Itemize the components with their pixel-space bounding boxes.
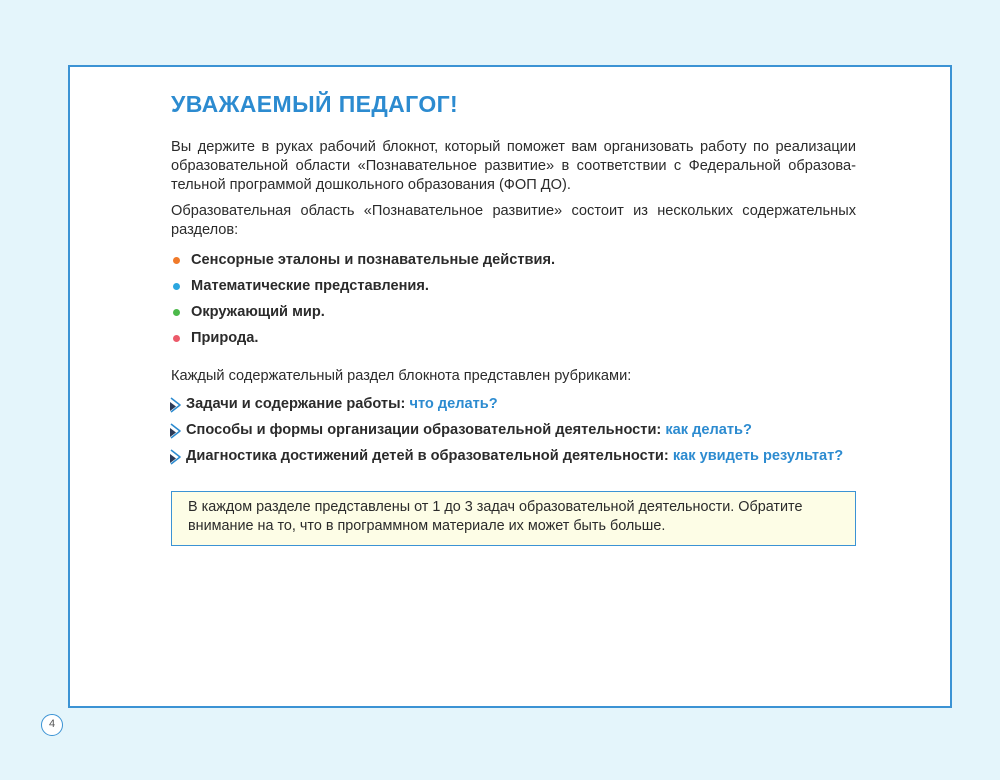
intro-paragraph: Вы держите в руках рабочий блокнот, который поможет вам организовать работу по реализации образовательной области «Познавательное развитие» в соответствии с Федеральной образова-тельной программой дошкольного образования (ФОП ДО). [171,139,856,193]
note-box [171,491,856,546]
note-text: В каждом разделе представлены от 1 до 3 задач образовательной деятельности. Обратите внимание на то, что в программном материале их может быть больше. [188,499,803,534]
rubric-list [168,391,856,469]
bullet-dot-icon [173,335,180,342]
rubric-accent: что делать? [409,396,498,412]
page-title: УВАЖАЕМЫЙ ПЕДАГОГ! [171,91,459,117]
area-paragraph: Образовательная область «Познавательное развитие» состоит из нескольких содержательных разделов: [171,203,856,238]
section-item [171,299,856,325]
section-list [171,247,856,351]
section-label: Сенсорные эталоны и познавательные действия. [191,252,556,268]
bullet-dot-icon [173,309,180,316]
rubric-accent: как увидеть результат? [672,448,844,464]
section-label: Математические представления. [191,278,429,294]
section-item [171,247,856,273]
triangle-arrow-icon [168,397,182,413]
rubric-label: Задачи и содержание работы: [186,396,406,412]
triangle-arrow-icon [168,449,182,465]
triangle-arrow-icon [168,423,182,439]
main-content [171,138,856,469]
rubrics-intro: Каждый содержательный раздел блокнота представлен рубриками: [171,368,632,384]
rubric-label: Способы и формы организации образовательной деятельности: [186,422,662,438]
section-item [171,273,856,299]
bullet-dot-icon [173,257,180,264]
section-label: Природа. [191,330,259,346]
rubric-item [168,443,856,469]
page-number: 4 [41,714,63,736]
bullet-dot-icon [173,283,180,290]
rubric-item [168,417,856,443]
rubric-item [168,391,856,417]
section-item [171,325,856,351]
section-label: Окружающий мир. [191,304,325,320]
rubric-accent: как делать? [665,422,752,438]
content-frame [68,65,952,708]
rubric-label: Диагностика достижений детей в образовательной деятельности: [186,448,669,464]
